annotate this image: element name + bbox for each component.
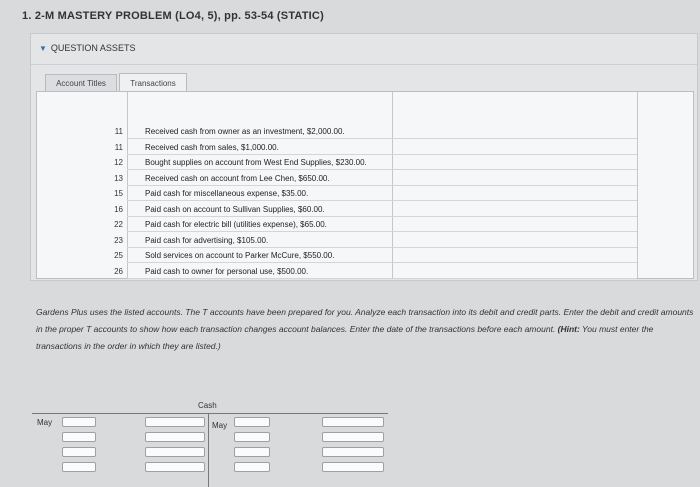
transaction-date: 15 bbox=[114, 189, 123, 198]
transaction-description: Paid cash for advertising, $105.00. bbox=[145, 235, 269, 245]
credit-amount-input[interactable] bbox=[322, 432, 384, 442]
transaction-row bbox=[37, 233, 637, 248]
transaction-description: Paid cash for miscellaneous expense, $35.00. bbox=[145, 189, 309, 198]
transaction-description: Received cash from sales, $1,000.00. bbox=[145, 142, 279, 152]
divider bbox=[31, 64, 697, 65]
tab-transactions[interactable]: Transactions bbox=[119, 73, 187, 92]
transaction-date: 13 bbox=[114, 173, 123, 183]
transaction-date: 22 bbox=[114, 220, 123, 229]
debit-month-label: May bbox=[37, 418, 53, 427]
transaction-description: Received cash from owner as an investment, $2,000.00. bbox=[145, 127, 345, 136]
transaction-date: 11 bbox=[114, 142, 123, 152]
taccount-title: Cash bbox=[198, 401, 217, 410]
debit-amount-input[interactable] bbox=[145, 432, 205, 442]
transaction-date: 16 bbox=[114, 204, 123, 214]
transaction-date: 12 bbox=[114, 158, 123, 167]
transaction-description: Paid cash on account to Sullivan Supplies, $60.00. bbox=[145, 204, 325, 214]
transaction-date: 26 bbox=[114, 266, 123, 276]
credit-date-input[interactable] bbox=[234, 432, 270, 442]
hint-text: You must enter the transactions in the order in which they are listed.) bbox=[36, 324, 654, 351]
credit-amount-input[interactable] bbox=[322, 462, 384, 472]
hint-label: (Hint: bbox=[557, 324, 580, 334]
transaction-row bbox=[37, 186, 637, 201]
transaction-date: 25 bbox=[114, 251, 123, 260]
transaction-row bbox=[37, 248, 637, 263]
credit-month-label: May bbox=[212, 421, 228, 430]
taccount-center-rule bbox=[208, 413, 209, 487]
transaction-description: Bought supplies on account from West End Supplies, $230.00. bbox=[145, 158, 367, 167]
credit-amount-input[interactable] bbox=[322, 417, 384, 427]
question-assets-label: QUESTION ASSETS bbox=[50, 43, 136, 53]
debit-date-input[interactable] bbox=[62, 447, 96, 457]
debit-amount-input[interactable] bbox=[145, 462, 205, 472]
debit-amount-input[interactable] bbox=[145, 417, 205, 427]
question-assets-toggle[interactable] bbox=[39, 43, 135, 53]
transaction-description: Paid cash for electric bill (utilities expense), $65.00. bbox=[145, 220, 327, 229]
credit-date-input[interactable] bbox=[234, 447, 270, 457]
transaction-date: 11 bbox=[114, 127, 123, 136]
credit-amount-input[interactable] bbox=[322, 447, 384, 457]
transaction-row bbox=[37, 171, 637, 186]
debit-date-input[interactable] bbox=[62, 432, 96, 442]
transaction-row bbox=[37, 140, 637, 155]
caret-down-icon: ▼ bbox=[39, 43, 47, 53]
transaction-row bbox=[37, 264, 637, 279]
instructions-text: Gardens Plus uses the listed accounts. The T accounts have been prepared for you. Analyze each transaction into its debit and credit parts. Enter the debit and credit amounts in the proper T accounts to show how each transaction changes account balances. Enter the date of the transactions before each amount. bbox=[36, 307, 694, 334]
transactions-table bbox=[36, 91, 694, 279]
transaction-row bbox=[37, 202, 637, 217]
credit-date-input[interactable] bbox=[234, 417, 270, 427]
debit-date-input[interactable] bbox=[62, 462, 96, 472]
instructions bbox=[36, 304, 696, 355]
taccount-top-rule bbox=[32, 413, 388, 414]
question-assets-panel bbox=[30, 33, 698, 281]
transaction-row bbox=[37, 155, 637, 170]
transaction-row bbox=[37, 217, 637, 232]
transaction-description: Paid cash to owner for personal use, $500.00. bbox=[145, 266, 309, 276]
tab-account-titles[interactable]: Account Titles bbox=[45, 74, 117, 92]
transaction-description: Received cash on account from Lee Chen, $650.00. bbox=[145, 173, 330, 183]
problem-title: 1. 2-M MASTERY PROBLEM (LO4, 5), pp. 53-54 (STATIC) bbox=[22, 10, 324, 22]
transaction-row bbox=[37, 124, 637, 139]
credit-date-input[interactable] bbox=[234, 462, 270, 472]
transaction-description: Sold services on account to Parker McCure, $550.00. bbox=[145, 251, 335, 260]
debit-amount-input[interactable] bbox=[145, 447, 205, 457]
debit-date-input[interactable] bbox=[62, 417, 96, 427]
transaction-date: 23 bbox=[114, 235, 123, 245]
